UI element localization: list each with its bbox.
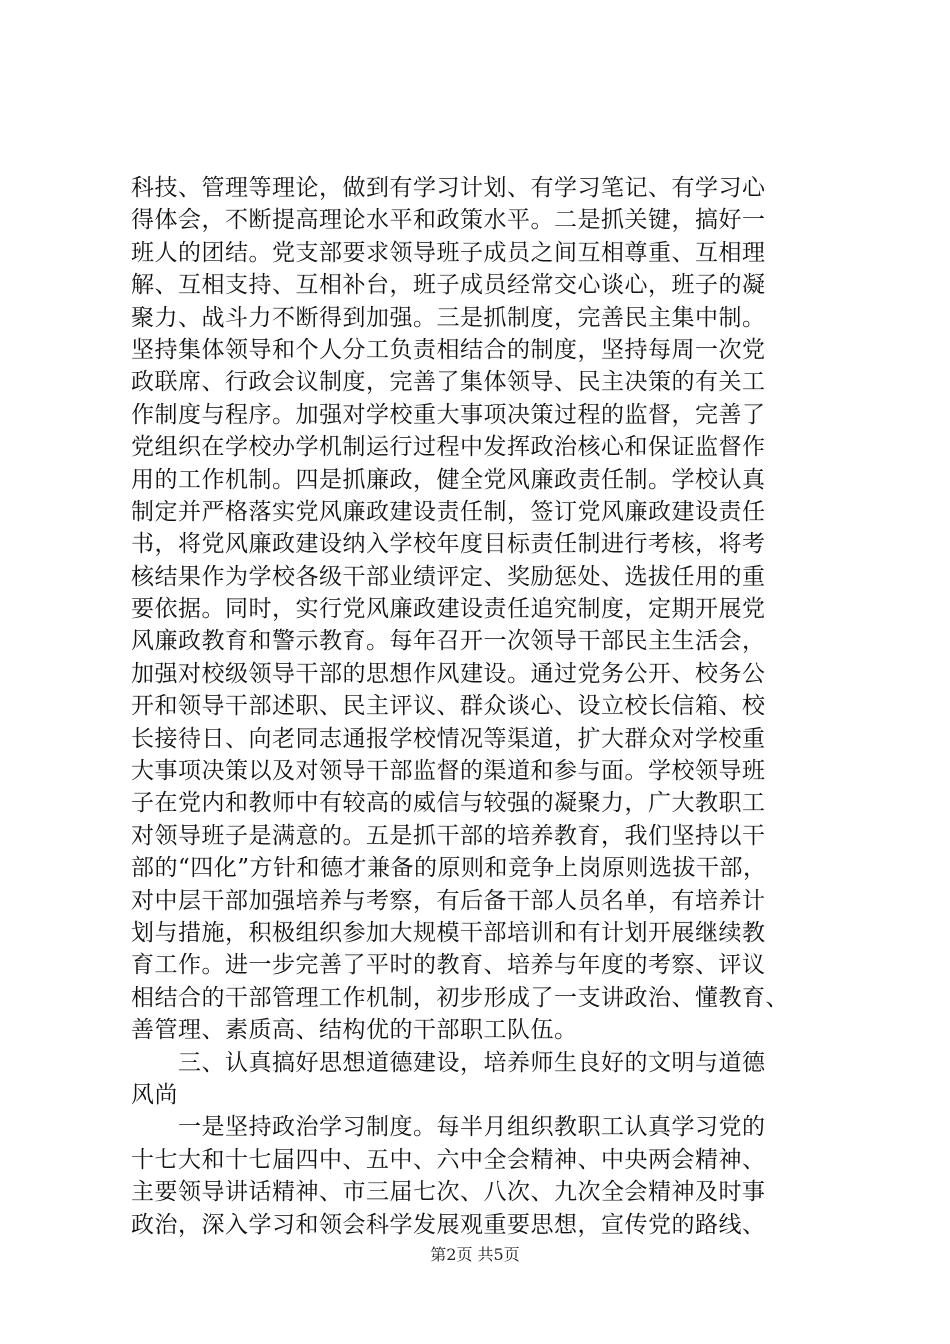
text-line: 育工作。进一步完善了平时的教育、培养与年度的考察、评议	[131, 952, 766, 979]
text-line: 十七大和十七届四中、五中、六中全会精神、中央两会精神、	[131, 1146, 766, 1173]
text-line: 部的“四化”方针和德才兼备的原则和竞争上岗原则选拔干部，	[131, 855, 767, 882]
text-line: 对领导班子是满意的。五是抓干部的培养教育，我们坚持以干	[131, 822, 766, 849]
text-line: 党组织在学校办学机制运行过程中发挥政治核心和保证监督作	[131, 434, 766, 461]
text-line: 善管理、素质高、结构优的干部职工队伍。	[131, 1017, 578, 1044]
text-line: 子在党内和教师中有较高的威信与较强的凝聚力，广大教职工	[131, 790, 766, 817]
section-heading-line: 三、认真搞好思想道德建设，培养师生良好的文明与道德	[131, 1049, 766, 1076]
text-line: 政治，深入学习和领会科学发展观重要思想，宣传党的路线、	[131, 1211, 766, 1238]
text-line: 坚持集体领导和个人分工负责相结合的制度，坚持每周一次党	[131, 336, 766, 363]
text-line: 要依据。同时，实行党风廉政建设责任追究制度，定期开展党	[131, 596, 766, 623]
text-line: 一是坚持政治学习制度。每半月组织教职工认真学习党的	[131, 1114, 766, 1141]
text-line: 划与措施，积极组织参加大规模干部培训和有计划开展继续教	[131, 919, 766, 946]
text-line: 制定并严格落实党风廉政建设责任制，签订党风廉政建设责任	[131, 498, 766, 525]
text-line: 聚力、战斗力不断得到加强。三是抓制度，完善民主集中制。	[131, 304, 766, 331]
text-line: 风廉政教育和警示教育。每年召开一次领导干部民主生活会，	[131, 628, 766, 655]
text-line: 主要领导讲话精神、市三届七次、八次、九次全会精神及时事	[131, 1179, 766, 1206]
page-number-footer: 第2页 共5页	[430, 1245, 520, 1264]
text-line: 解、互相支持、互相补台，班子成员经常交心谈心，班子的凝	[131, 272, 766, 299]
text-line: 用的工作机制。四是抓廉政，健全党风廉政责任制。学校认真	[131, 466, 766, 493]
text-line: 书，将党风廉政建设纳入学校年度目标责任制进行考核，将考	[131, 531, 766, 558]
text-line: 开和领导干部述职、民主评议、群众谈心、设立校长信箱、校	[131, 693, 766, 720]
text-line: 科技、管理等理论，做到有学习计划、有学习笔记、有学习心	[131, 175, 766, 201]
text-line: 大事项决策以及对领导干部监督的渠道和参与面。学校领导班	[131, 758, 766, 785]
section-heading-line: 风尚	[131, 1081, 178, 1108]
text-line: 政联席、行政会议制度，完善了集体领导、民主决策的有关工	[131, 369, 766, 396]
text-line: 核结果作为学校各级干部业绩评定、奖励惩处、选拔任用的重	[131, 563, 766, 590]
text-line: 加强对校级领导干部的思想作风建设。通过党务公开、校务公	[131, 660, 766, 687]
text-line: 长接待日、向老同志通报学校情况等渠道，扩大群众对学校重	[131, 725, 766, 752]
text-line: 相结合的干部管理工作机制，初步形成了一支讲政治、懂教育、	[131, 984, 789, 1011]
body-text	[131, 172, 831, 1241]
text-line: 作制度与程序。加强对学校重大事项决策过程的监督，完善了	[131, 401, 766, 428]
text-line: 对中层干部加强培养与考察，有后备干部人员名单，有培养计	[131, 887, 766, 914]
text-line: 得体会，不断提高理论水平和政策水平。二是抓关键，搞好一	[131, 207, 766, 234]
text-line: 班人的团结。党支部要求领导班子成员之间互相尊重、互相理	[131, 239, 766, 266]
